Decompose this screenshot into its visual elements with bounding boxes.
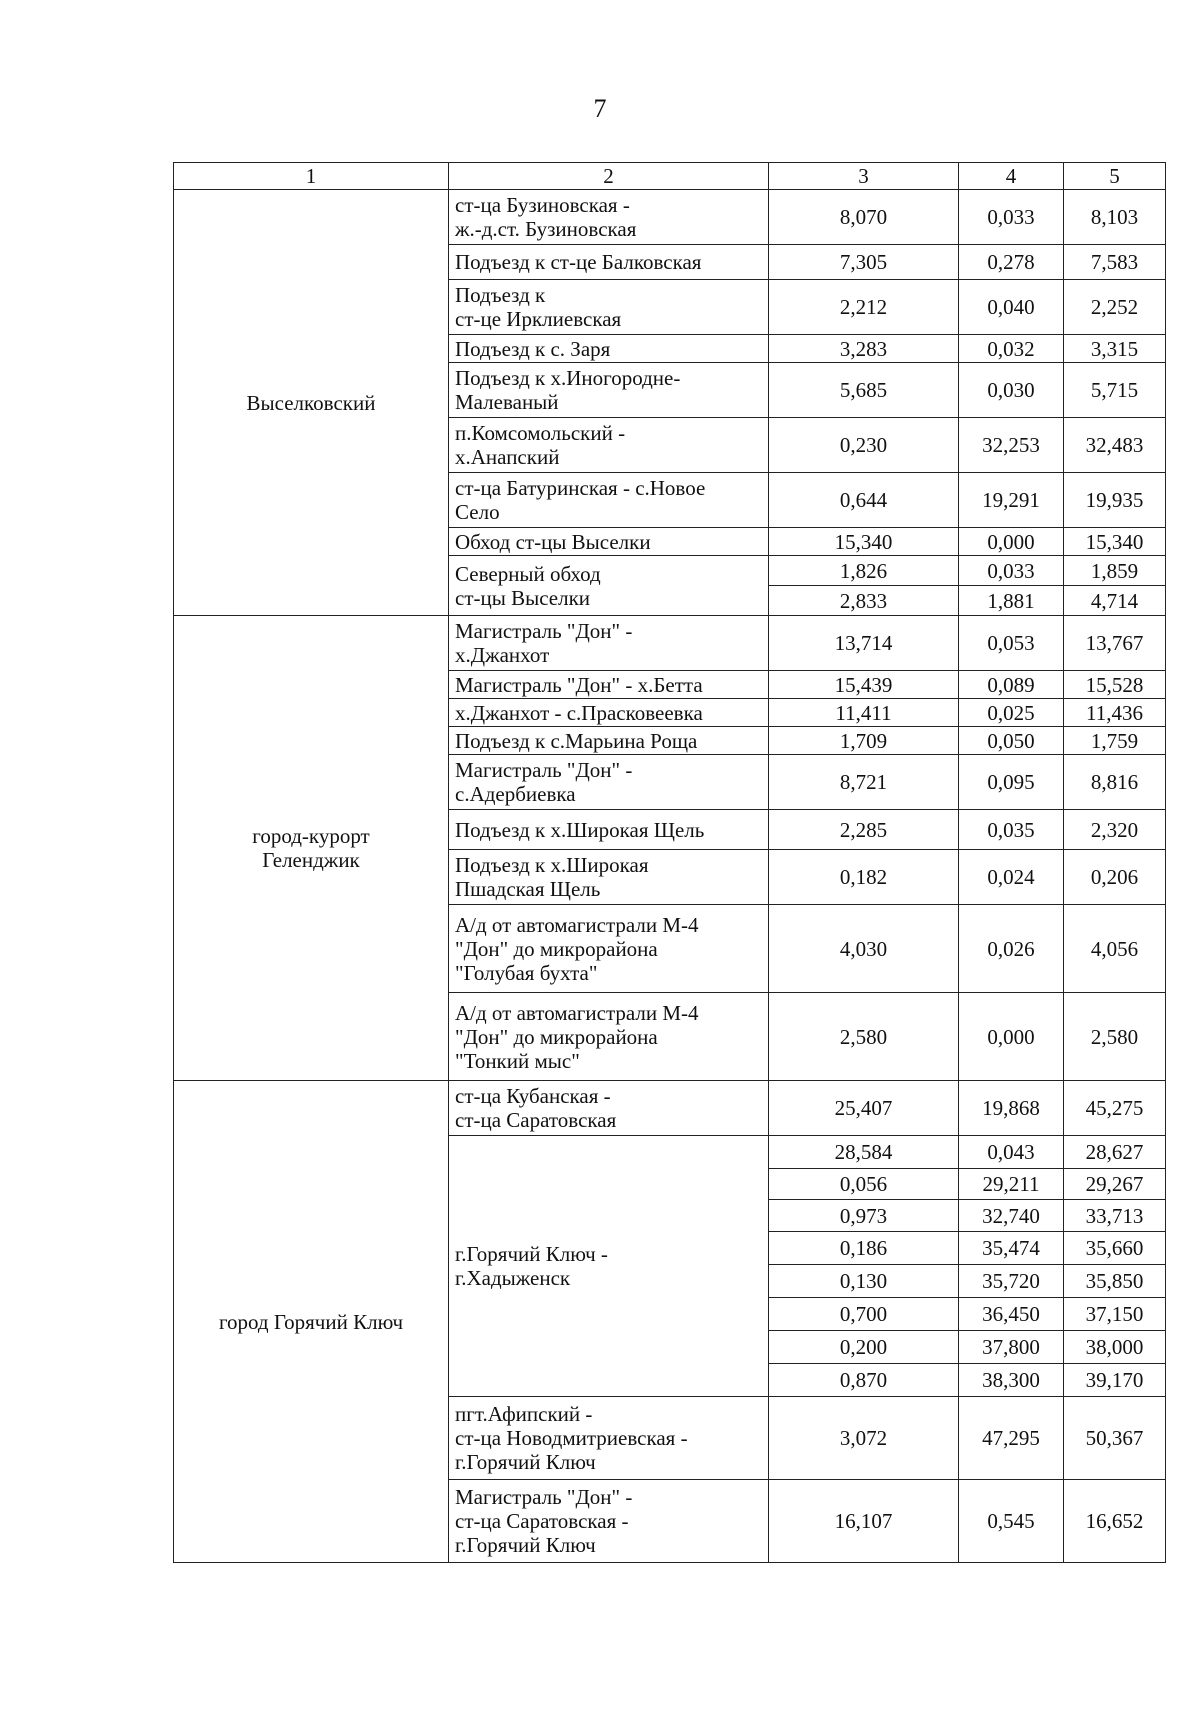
roads-table <box>173 162 1166 1563</box>
value-col-3: 13,714 <box>769 616 959 671</box>
value-col-4: 0,545 <box>959 1480 1064 1563</box>
value-col-4: 0,035 <box>959 810 1064 850</box>
value-col-5: 28,627 <box>1064 1136 1166 1169</box>
value-col-4: 0,053 <box>959 616 1064 671</box>
value-col-5: 0,206 <box>1064 850 1166 905</box>
header-cell-1: 1 <box>174 163 449 190</box>
value-col-3: 0,182 <box>769 850 959 905</box>
value-col-5: 32,483 <box>1064 418 1166 473</box>
value-col-5: 19,935 <box>1064 473 1166 528</box>
value-col-4: 19,868 <box>959 1081 1064 1136</box>
road-name: Магистраль "Дон" - с.Адербиевка <box>449 755 769 810</box>
road-name: А/д от автомагистрали М-4 "Дон" до микрорайона "Голубая бухта" <box>449 905 769 993</box>
road-name: п.Комсомольский - х.Анапский <box>449 418 769 473</box>
value-col-5: 8,816 <box>1064 755 1166 810</box>
value-col-5: 1,859 <box>1064 556 1166 586</box>
value-col-4: 32,740 <box>959 1200 1064 1232</box>
value-col-3: 4,030 <box>769 905 959 993</box>
value-col-3: 25,407 <box>769 1081 959 1136</box>
value-col-4: 0,095 <box>959 755 1064 810</box>
value-col-3: 2,212 <box>769 280 959 335</box>
value-col-3: 1,826 <box>769 556 959 586</box>
value-col-4: 35,720 <box>959 1265 1064 1298</box>
value-col-5: 4,056 <box>1064 905 1166 993</box>
value-col-3: 1,709 <box>769 727 959 755</box>
value-col-4: 0,030 <box>959 363 1064 418</box>
road-name: ст-ца Батуринская - с.Новое Село <box>449 473 769 528</box>
value-col-4: 36,450 <box>959 1298 1064 1331</box>
header-cell-5: 5 <box>1064 163 1166 190</box>
value-col-5: 3,315 <box>1064 335 1166 363</box>
value-col-5: 29,267 <box>1064 1169 1166 1200</box>
value-col-4: 0,278 <box>959 245 1064 280</box>
value-col-5: 11,436 <box>1064 699 1166 727</box>
road-name: ст-ца Кубанская - ст-ца Саратовская <box>449 1081 769 1136</box>
value-col-4: 0,040 <box>959 280 1064 335</box>
value-col-3: 0,200 <box>769 1331 959 1364</box>
value-col-4: 38,300 <box>959 1364 1064 1397</box>
value-col-3: 2,580 <box>769 993 959 1081</box>
value-col-5: 4,714 <box>1064 586 1166 616</box>
road-name: Подъезд к х.Иногородне- Малеваный <box>449 363 769 418</box>
value-col-4: 0,043 <box>959 1136 1064 1169</box>
value-col-5: 1,759 <box>1064 727 1166 755</box>
road-name: х.Джанхот - с.Прасковеевка <box>449 699 769 727</box>
value-col-5: 13,767 <box>1064 616 1166 671</box>
header-cell-2: 2 <box>449 163 769 190</box>
value-col-3: 0,056 <box>769 1169 959 1200</box>
value-col-3: 3,283 <box>769 335 959 363</box>
road-name: г.Горячий Ключ - г.Хадыженск <box>449 1136 769 1397</box>
value-col-5: 16,652 <box>1064 1480 1166 1563</box>
value-col-4: 1,881 <box>959 586 1064 616</box>
road-name: Магистраль "Дон" - х.Бетта <box>449 671 769 699</box>
value-col-5: 35,660 <box>1064 1232 1166 1265</box>
value-col-5: 8,103 <box>1064 190 1166 245</box>
value-col-5: 35,850 <box>1064 1265 1166 1298</box>
table-row <box>174 616 1166 671</box>
district-name: Выселковский <box>174 190 449 616</box>
value-col-4: 0,033 <box>959 556 1064 586</box>
table-body <box>174 163 1166 1563</box>
value-col-5: 39,170 <box>1064 1364 1166 1397</box>
value-col-4: 0,026 <box>959 905 1064 993</box>
value-col-3: 3,072 <box>769 1397 959 1480</box>
table-row <box>174 1081 1166 1136</box>
value-col-5: 15,528 <box>1064 671 1166 699</box>
value-col-3: 8,721 <box>769 755 959 810</box>
value-col-5: 7,583 <box>1064 245 1166 280</box>
value-col-4: 0,089 <box>959 671 1064 699</box>
value-col-3: 0,130 <box>769 1265 959 1298</box>
value-col-5: 2,580 <box>1064 993 1166 1081</box>
value-col-4: 32,253 <box>959 418 1064 473</box>
district-name: город Горячий Ключ <box>174 1081 449 1563</box>
road-name: Магистраль "Дон" - х.Джанхот <box>449 616 769 671</box>
table-row <box>174 190 1166 245</box>
value-col-4: 37,800 <box>959 1331 1064 1364</box>
page-number: 7 <box>593 94 607 123</box>
road-name: Подъезд к ст-це Ирклиевская <box>449 280 769 335</box>
value-col-5: 45,275 <box>1064 1081 1166 1136</box>
road-name: Подъезд к х.Широкая Пшадская Щель <box>449 850 769 905</box>
value-col-4: 0,025 <box>959 699 1064 727</box>
road-name: Подъезд к с. Заря <box>449 335 769 363</box>
header-cell-3: 3 <box>769 163 959 190</box>
road-name: Подъезд к ст-це Балковская <box>449 245 769 280</box>
value-col-5: 38,000 <box>1064 1331 1166 1364</box>
value-col-5: 37,150 <box>1064 1298 1166 1331</box>
value-col-5: 15,340 <box>1064 528 1166 556</box>
value-col-4: 0,033 <box>959 190 1064 245</box>
value-col-4: 0,000 <box>959 528 1064 556</box>
road-name: Магистраль "Дон" - ст-ца Саратовская - г.Горячий Ключ <box>449 1480 769 1563</box>
value-col-3: 0,644 <box>769 473 959 528</box>
value-col-4: 29,211 <box>959 1169 1064 1200</box>
district-name: город-курорт Геленджик <box>174 616 449 1081</box>
value-col-4: 47,295 <box>959 1397 1064 1480</box>
value-col-3: 2,833 <box>769 586 959 616</box>
value-col-3: 11,411 <box>769 699 959 727</box>
value-col-3: 0,870 <box>769 1364 959 1397</box>
value-col-4: 19,291 <box>959 473 1064 528</box>
value-col-3: 0,186 <box>769 1232 959 1265</box>
value-col-5: 2,320 <box>1064 810 1166 850</box>
value-col-4: 0,000 <box>959 993 1064 1081</box>
road-name: Подъезд к с.Марьина Роща <box>449 727 769 755</box>
road-name: А/д от автомагистрали М-4 "Дон" до микрорайона "Тонкий мыс" <box>449 993 769 1081</box>
value-col-3: 0,973 <box>769 1200 959 1232</box>
value-col-3: 15,439 <box>769 671 959 699</box>
road-name: пгт.Афипский - ст-ца Новодмитриевская - г.Горячий Ключ <box>449 1397 769 1480</box>
road-name: Подъезд к х.Широкая Щель <box>449 810 769 850</box>
header-cell-4: 4 <box>959 163 1064 190</box>
value-col-3: 0,700 <box>769 1298 959 1331</box>
header-row <box>174 163 1166 190</box>
value-col-4: 0,032 <box>959 335 1064 363</box>
road-name: ст-ца Бузиновская - ж.-д.ст. Бузиновская <box>449 190 769 245</box>
value-col-4: 0,024 <box>959 850 1064 905</box>
road-name: Обход ст-цы Выселки <box>449 528 769 556</box>
value-col-3: 28,584 <box>769 1136 959 1169</box>
value-col-3: 7,305 <box>769 245 959 280</box>
value-col-5: 50,367 <box>1064 1397 1166 1480</box>
value-col-3: 16,107 <box>769 1480 959 1563</box>
value-col-4: 35,474 <box>959 1232 1064 1265</box>
value-col-3: 0,230 <box>769 418 959 473</box>
road-name: Северный обход ст-цы Выселки <box>449 556 769 616</box>
value-col-3: 8,070 <box>769 190 959 245</box>
value-col-5: 33,713 <box>1064 1200 1166 1232</box>
value-col-5: 5,715 <box>1064 363 1166 418</box>
value-col-3: 2,285 <box>769 810 959 850</box>
value-col-3: 15,340 <box>769 528 959 556</box>
value-col-4: 0,050 <box>959 727 1064 755</box>
value-col-3: 5,685 <box>769 363 959 418</box>
value-col-5: 2,252 <box>1064 280 1166 335</box>
